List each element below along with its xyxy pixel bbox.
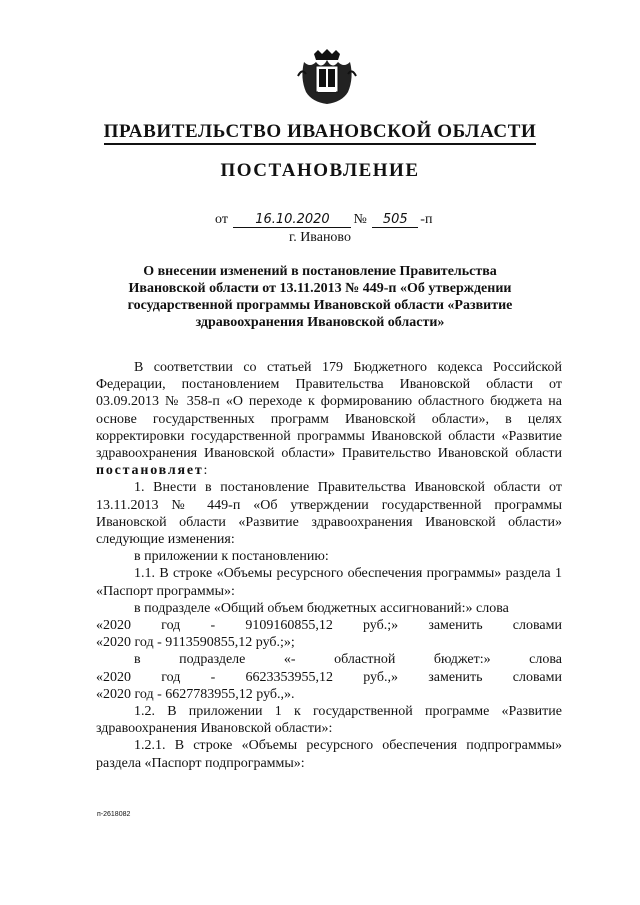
subsection-1-lead: в подразделе «Общий объем бюджетных ассигнований:» слова — [134, 600, 509, 616]
appendix-line: в приложении к постановлению: — [134, 549, 329, 565]
document-type: ПОСТАНОВЛЕНИЕ — [220, 160, 420, 181]
item-1-2-1: 1.2.1. В строке «Объемы ресурсного обеспечения подпрограммы» раздела «Паспорт подпрограммы»: — [96, 738, 562, 771]
decides-word: постановляет — [96, 463, 204, 479]
item-1: 1. Внести в постановление Правительства Ивановской области от 13.11.2013 № 449-п «Об утверждении государственной программы Ивановской области «Развитие здравоохранения Ивановской области» следующие изменения: — [96, 480, 562, 548]
number-suffix: -п — [420, 212, 433, 227]
decree-heading: О внесении изменений в постановление Правительства Ивановской области от 13.11.2013 № 449-п «Об утверждении государственной программы Ивановской области «Развитие здравоохранения Ивановской области» — [127, 264, 513, 330]
document-code: п-2618082 — [97, 811, 131, 818]
subsection-1-row: «2020 год - 9109160855,12 руб.;» заменить словами — [96, 618, 562, 634]
decree-number: 505 — [372, 212, 418, 228]
item-1-1: 1.1. В строке «Объемы ресурсного обеспечения программы» раздела 1 «Паспорт программы»: — [96, 566, 562, 599]
subsection-2-row-1: в подразделе «- областной бюджет:» слова — [134, 652, 562, 668]
subsection-1-new-value: «2020 год - 9113590855,12 руб.;»; — [96, 635, 295, 651]
subsection-2-new-value: «2020 год - 6627783955,12 руб.,». — [96, 686, 295, 702]
item-1-2: 1.2. В приложении 1 к государственной программе «Развитие здравоохранения Ивановской области»: — [96, 704, 562, 737]
coat-of-arms-emblem — [296, 48, 358, 106]
number-sign: № — [353, 212, 367, 227]
government-title: ПРАВИТЕЛЬСТВО ИВАНОВСКОЙ ОБЛАСТИ — [0, 121, 640, 143]
city: г. Иваново — [289, 230, 351, 245]
decree-date: 16.10.2020 — [233, 212, 351, 228]
date-number-line — [215, 212, 432, 228]
decree-body — [96, 359, 562, 772]
intro-paragraph: В соответствии со статьей 179 Бюджетного кодекса Российской Федерации, постановлением Правительства Ивановской области от 03.09.2013 № 358-п «О переходе к формированию областного бюджета на основе государственных программ Ивановской области», в целях корректировки государственной программы Ивановской области «Развитие здравоохранения Ивановской области» Правительство Ивановской области постановляет: — [96, 360, 562, 479]
date-prefix: от — [215, 212, 228, 227]
subsection-2-row-2: «2020 год - 6623353955,12 руб.,» заменить словами — [96, 669, 562, 685]
